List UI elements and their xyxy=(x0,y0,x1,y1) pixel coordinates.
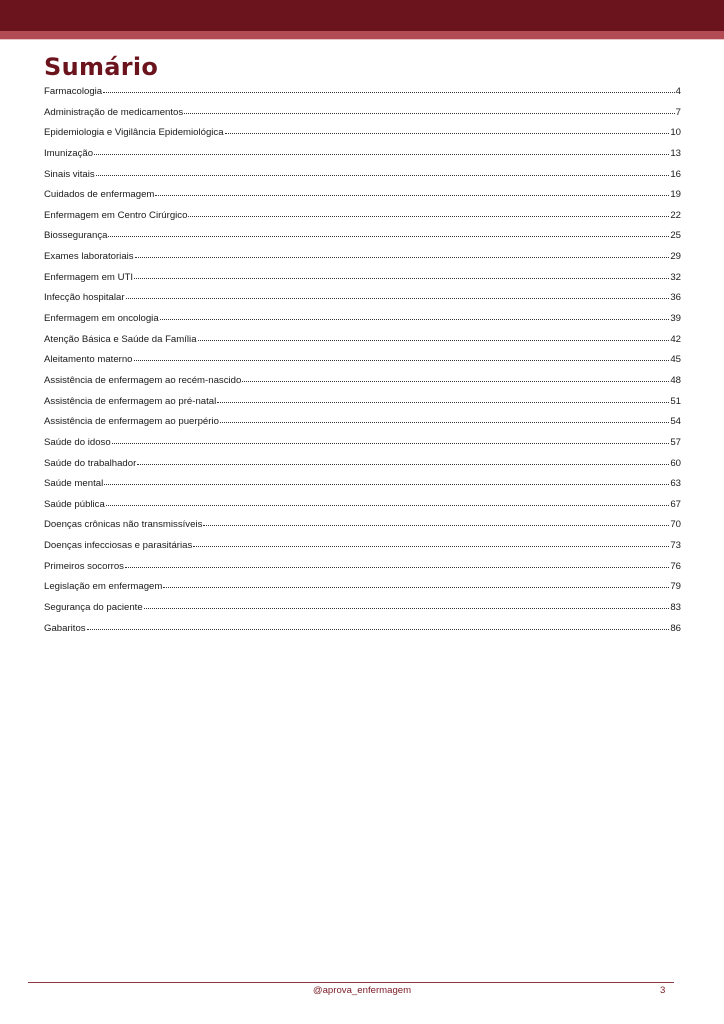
toc-dot-leader xyxy=(96,174,670,176)
toc-entry-page: 19 xyxy=(670,189,681,201)
toc-entry-page: 25 xyxy=(670,230,681,242)
toc-entry[interactable] xyxy=(44,146,681,167)
toc-entry[interactable] xyxy=(44,290,681,311)
toc-entry[interactable] xyxy=(44,208,681,229)
toc-entry-page: 22 xyxy=(670,209,681,221)
toc-entry-page: 70 xyxy=(670,519,681,531)
toc-dot-leader xyxy=(112,442,670,444)
toc-entry-label: Primeiros socorros xyxy=(44,560,124,572)
toc-entry-label: Aleitamento materno xyxy=(44,354,133,366)
toc-entry-label: Legislação em enfermagem xyxy=(44,581,163,593)
table-of-contents xyxy=(44,84,681,641)
toc-entry-label: Exames laboratoriais xyxy=(44,251,134,263)
toc-entry[interactable] xyxy=(44,538,681,559)
toc-entry-page: 67 xyxy=(670,498,681,510)
toc-entry-label: Gabaritos xyxy=(44,622,86,634)
toc-entry-label: Biossegurança xyxy=(44,230,108,242)
toc-dot-leader xyxy=(134,359,670,361)
toc-dot-leader xyxy=(126,297,670,299)
toc-entry-label: Assistência de enfermagem ao pré-natal xyxy=(44,395,217,407)
toc-entry[interactable] xyxy=(44,84,681,105)
toc-entry-page: 10 xyxy=(670,127,681,139)
toc-entry[interactable] xyxy=(44,167,681,188)
toc-entry-page: 16 xyxy=(670,168,681,180)
toc-entry-page: 83 xyxy=(670,602,681,614)
toc-entry-label: Administração de medicamentos xyxy=(44,106,184,118)
header-band-light xyxy=(0,31,724,39)
toc-entry-label: Imunização xyxy=(44,147,94,159)
toc-entry-page: 86 xyxy=(670,622,681,634)
toc-entry[interactable] xyxy=(44,517,681,538)
toc-entry[interactable] xyxy=(44,394,681,415)
toc-entry[interactable] xyxy=(44,621,681,642)
toc-entry[interactable] xyxy=(44,600,681,621)
toc-dot-leader xyxy=(137,463,669,465)
toc-dot-leader xyxy=(134,277,669,279)
toc-entry-label: Sinais vitais xyxy=(44,168,95,180)
toc-entry-page: 4 xyxy=(675,86,681,97)
toc-entry-label: Saúde pública xyxy=(44,498,105,510)
page-title: Sumário xyxy=(44,53,159,81)
toc-dot-leader xyxy=(125,566,669,568)
toc-entry[interactable] xyxy=(44,311,681,332)
toc-entry[interactable] xyxy=(44,435,681,456)
toc-entry-page: 45 xyxy=(670,354,681,366)
toc-entry[interactable] xyxy=(44,352,681,373)
toc-entry-label: Saúde do trabalhador xyxy=(44,457,137,469)
toc-dot-leader xyxy=(106,504,670,506)
footer-handle: @aprova_enfermagem xyxy=(312,985,412,996)
toc-entry-label: Enfermagem em Centro Cirúrgico xyxy=(44,209,188,221)
toc-dot-leader xyxy=(220,421,669,423)
toc-entry-page: 57 xyxy=(670,436,681,448)
toc-entry-label: Saúde do idoso xyxy=(44,436,111,448)
toc-entry-label: Enfermagem em oncologia xyxy=(44,313,159,325)
toc-dot-leader xyxy=(94,153,669,155)
toc-dot-leader xyxy=(108,235,669,237)
toc-entry-page: 32 xyxy=(670,271,681,283)
toc-entry-page: 42 xyxy=(670,333,681,345)
toc-entry-page: 51 xyxy=(670,395,681,407)
toc-dot-leader xyxy=(203,524,669,526)
toc-entry[interactable] xyxy=(44,228,681,249)
toc-entry[interactable] xyxy=(44,105,681,126)
toc-entry-label: Epidemiologia e Vigilância Epidemiológica xyxy=(44,127,224,139)
toc-entry[interactable] xyxy=(44,579,681,600)
toc-entry[interactable] xyxy=(44,332,681,353)
toc-dot-leader xyxy=(163,586,669,588)
toc-entry-page: 76 xyxy=(670,560,681,572)
toc-entry[interactable] xyxy=(44,249,681,270)
toc-entry-page: 7 xyxy=(675,106,681,118)
toc-entry-page: 39 xyxy=(670,313,681,325)
toc-dot-leader xyxy=(193,545,669,547)
toc-entry-label: Farmacologia xyxy=(44,86,103,97)
toc-entry-page: 48 xyxy=(670,374,681,386)
toc-dot-leader xyxy=(184,112,674,114)
toc-entry-label: Infecção hospitalar xyxy=(44,292,125,304)
toc-entry[interactable] xyxy=(44,559,681,580)
toc-entry-label: Cuidados de enfermagem xyxy=(44,189,155,201)
toc-entry-page: 63 xyxy=(670,478,681,490)
toc-entry-page: 79 xyxy=(670,581,681,593)
toc-entry-page: 36 xyxy=(670,292,681,304)
toc-entry-label: Segurança do paciente xyxy=(44,602,143,614)
toc-entry-label: Assistência de enfermagem ao recém-nascido xyxy=(44,374,242,386)
toc-entry-label: Enfermagem em UTI xyxy=(44,271,134,283)
toc-entry-page: 60 xyxy=(670,457,681,469)
toc-entry[interactable] xyxy=(44,497,681,518)
toc-entry[interactable] xyxy=(44,125,681,146)
toc-dot-leader xyxy=(155,194,669,196)
footer-divider xyxy=(28,982,674,983)
toc-entry-label: Doenças infecciosas e parasitárias xyxy=(44,540,193,552)
toc-entry-label: Atenção Básica e Saúde da Família xyxy=(44,333,197,345)
toc-entry-page: 73 xyxy=(670,540,681,552)
toc-entry[interactable] xyxy=(44,476,681,497)
toc-entry[interactable] xyxy=(44,456,681,477)
toc-entry-page: 54 xyxy=(670,416,681,428)
toc-entry-label: Saúde mental xyxy=(44,478,104,490)
toc-dot-leader xyxy=(217,401,669,403)
toc-entry[interactable] xyxy=(44,373,681,394)
toc-dot-leader xyxy=(242,380,669,382)
toc-dot-leader xyxy=(225,132,670,134)
toc-dot-leader xyxy=(144,607,670,609)
toc-entry[interactable] xyxy=(44,270,681,291)
toc-dot-leader xyxy=(188,215,669,217)
toc-entry-label: Assistência de enfermagem ao puerpério xyxy=(44,416,219,428)
header-band-edge xyxy=(0,39,724,40)
header-band-dark xyxy=(0,0,724,31)
footer-page-number: 3 xyxy=(660,985,666,996)
toc-dot-leader xyxy=(198,339,670,341)
toc-entry[interactable] xyxy=(44,414,681,435)
toc-entry-page: 29 xyxy=(670,251,681,263)
toc-dot-leader xyxy=(103,91,675,93)
toc-dot-leader xyxy=(104,483,669,485)
toc-entry-label: Doenças crônicas não transmissíveis xyxy=(44,519,203,531)
toc-dot-leader xyxy=(160,318,670,320)
toc-entry-page: 13 xyxy=(670,147,681,159)
toc-dot-leader xyxy=(135,256,670,258)
toc-entry[interactable] xyxy=(44,187,681,208)
toc-dot-leader xyxy=(87,628,670,630)
